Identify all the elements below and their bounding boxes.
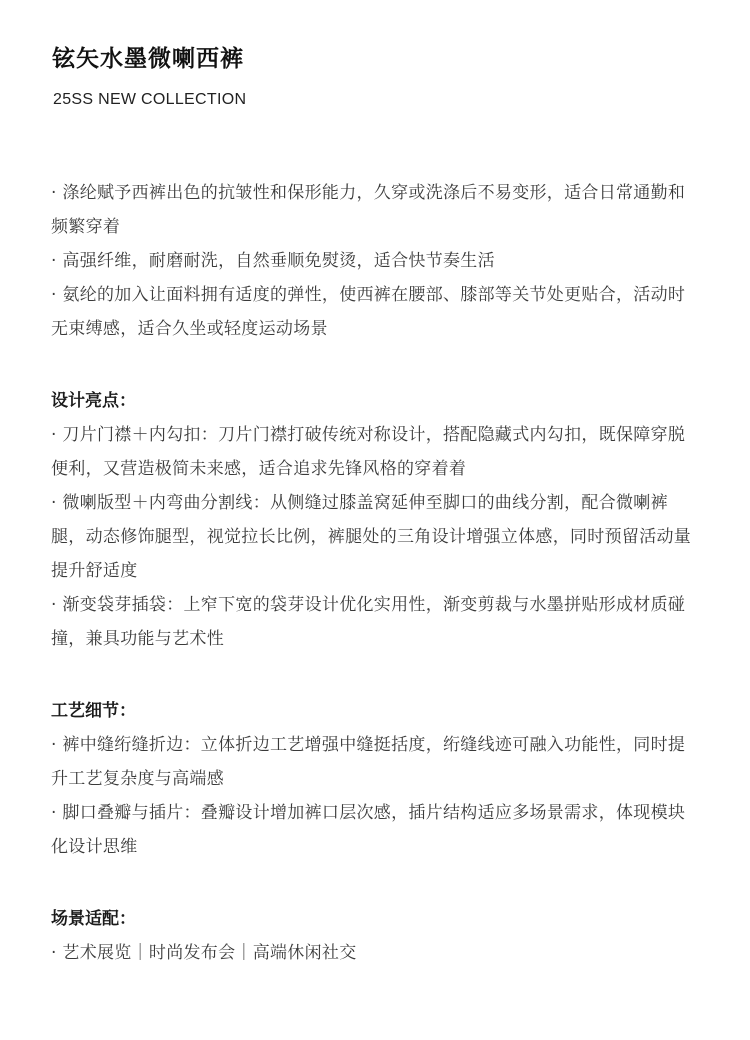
design-item: · 微喇版型＋内弯曲分割线：从侧缝过膝盖窝延伸至脚口的曲线分割，配合微喇裤腿，动态修饰腿型，视觉拉长比例，裤腿处的三角设计增强立体感，同时预留活动量提升舒适度 (51, 493, 692, 581)
section-heading: 工艺细节： (51, 701, 136, 721)
craft-item: · 裤中缝绗缝折边：立体折边工艺增强中缝挺括度，绗缝线迹可融入功能性，同时提升工艺复杂度与高端感 (51, 735, 686, 789)
design-item: · 渐变袋芽插袋：上窄下宽的袋芽设计优化实用性，渐变剪裁与水墨拼贴形成材质碰撞，兼具功能与艺术性 (51, 595, 686, 649)
scene-item: · 艺术展览｜时尚发布会｜高端休闲社交 (51, 943, 357, 963)
collection-label: 25SS NEW COLLECTION (53, 91, 247, 108)
section-heading: 设计亮点： (51, 391, 136, 411)
fabric-features (51, 176, 699, 346)
design-highlights-section (51, 384, 699, 656)
description-content (51, 176, 699, 970)
product-title: 铉矢水墨微喇西裤 (52, 46, 244, 72)
craft-details-section (51, 694, 699, 864)
section-heading: 场景适配： (51, 909, 136, 929)
craft-item: · 脚口叠瓣与插片：叠瓣设计增加裤口层次感，插片结构适应多场景需求，体现模块化设计思维 (51, 803, 686, 857)
feature-item: · 氨纶的加入让面料拥有适度的弹性，使西裤在腰部、膝部等关节处更贴合，活动时无束缚感，适合久坐或轻度运动场景 (51, 285, 686, 339)
feature-item: · 涤纶赋予西裤出色的抗皱性和保形能力，久穿或洗涤后不易变形，适合日常通勤和频繁穿着 (51, 183, 686, 237)
design-item: · 刀片门襟＋内勾扣：刀片门襟打破传统对称设计，搭配隐藏式内勾扣，既保障穿脱便利，又营造极简未来感，适合追求先锋风格的穿着着 (51, 425, 686, 479)
feature-item: · 高强纤维，耐磨耐洗，自然垂顺免熨烫，适合快节奏生活 (51, 251, 495, 271)
scene-fit-section (51, 902, 699, 970)
